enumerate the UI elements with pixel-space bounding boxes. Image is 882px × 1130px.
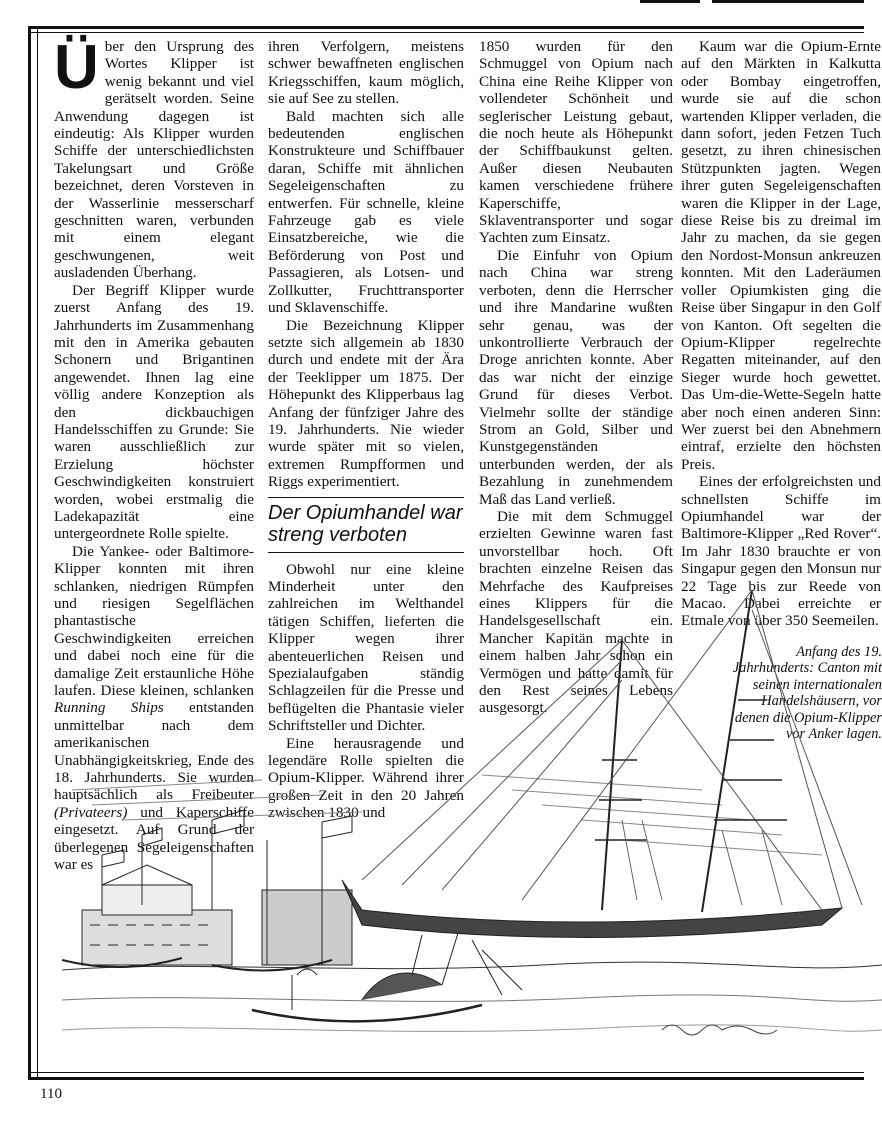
paragraph: 1850 wurden für den Schmuggel von Opium nach China eine Reihe Klipper von vollendeter Schönheit und seglerischer Leistung gebaut, die noch heute als Höhepunkt der Schiffbaukunst gelten. Außer diesen Neubauten kamen verschiedene frühere Kaperschiffe, Sklaventransporter und sogar Yachten zum Einsatz. (479, 38, 673, 247)
paragraph: Die mit dem Schmuggel erzielten Gewinne waren fast unvorstellbar hoch. Oft brachten einzelne Reisen das Mehrfache des Kaufpreises eines Klippers für die Handelsgesellschaft ein. Mancher Kapitän machte in einem halben Jahr schon ein Vermögen und hatte damit für den Rest seines Lebens ausgesorgt. (479, 507, 673, 717)
paragraph: Eine herausragende und legendäre Rolle spielten die Opium-Klipper. Während ihrer großen Zeit in den 20 Jahren zwischen 1830 und (268, 734, 464, 822)
frame-bottom-rule (28, 1077, 864, 1080)
article-column-3 (479, 38, 673, 717)
frame-top-rule-thin (28, 32, 864, 33)
frame-bottom-rule-thin (28, 1072, 864, 1073)
column-4-clip (681, 38, 881, 630)
image-caption: Anfang des 19. Jahrhunderts: Canton mit seinen internationalen Handelshäusern, vor denen die Opium-Klipper vor Anker lagen. (732, 644, 882, 743)
harbor-engraving-illustration (62, 760, 882, 1060)
top-edge-mark (712, 0, 864, 3)
frame-left-rule (28, 26, 38, 1079)
frame-top-rule (28, 26, 864, 29)
paragraph-text: ber den Ursprung des Wortes Klipper ist wenig bekannt und viel gerätselt worden. Seine Anwendung dagegen ist eindeutig: Als Klipper wurden Schiffe der unterschiedlichsten Takelungsart und Größe bezeichnet, deren Vorsteven in der Wasserlinie messerscharf geschnitten waren, verbunden mit einem elegant geschwungenen, weit ausladenden Überhang. (54, 38, 254, 282)
paragraph-text: Die Yankee- oder Baltimore-Klipper konnten mit ihren schlanken, niedrigen Rümpfen und riesigen Segelflächen phantastische Geschwindigkeiten erreichen und dabei noch eine für die damalige Zeit erstaunliche Höhe laufen. Diese kleinen, schlanken (54, 542, 254, 700)
drop-cap: Ü (54, 33, 99, 102)
term-running-ships: Running Ships (54, 699, 164, 717)
paragraph: Obwohl nur eine kleine Minderheit unter den zahlreichen im Welthandel tätigen Schiffen, lieferten die Klipper wegen ihrer abenteuerlichen Reisen und Spezialaufgaben ständig Schlagzeilen für die Presse und beflügelten die Phantasie vieler Schriftsteller und Dichter. (268, 560, 464, 735)
paragraph: Bald machten sich alle bedeutenden englischen Konstrukteure und Schiffbauer daran, Schiffe mit ähnlichen Segeleigenschaften zu entwerfen. Für schnelle, kleine Fahrzeuge gab es viele Einsatzbereiche, wie die Beförderung von Post und Passagieren, als Lotsen- und Zollkutter, Fruchttransporter und Sklavenschiffe. (268, 107, 464, 317)
paragraph: Der Begriff Klipper wurde zuerst Anfang des 19. Jahrhunderts im Zusammenhang mit den in Amerika gebauten Schonern und Brigantinen angewendet. Ihnen lag eine völlig andere Konzeption als den dickbauchigen Handelsschiffen zu Grunde: Sie waren ausschließlich zur Erzielung höchster Geschwindigkeiten konstruiert worden, wobei erstmalig die Ladekapazität eine untergeordnete Rolle spielte. (54, 281, 254, 543)
section-heading: Der Opiumhandel war streng verboten (268, 497, 464, 553)
article-column-1 (54, 33, 254, 874)
paragraph: Die Einfuhr von Opium nach China war streng verboten, denn die Herrscher und ihre Mandarine wußten sehr genau, was der unkontrollierte Verbrauch der Droge anrichten konnte. Aber das war nicht der einzige Grund für dieses Verbot. Vielmehr sollte der ständige Strom an Gold, Silber und Kunstgegenständen unterbunden werden, der als Bezahlung in zunehmendem Maß das Land verließ. (479, 246, 673, 508)
article-column-4 (681, 38, 881, 630)
paragraph-text: entstanden unmittelbar nach dem amerikanischen Unabhängigkeitskrieg, Ende des 18. Jahrhunderts. Sie wurden hauptsächlich als Freibeuter (54, 699, 254, 804)
paragraph: Eines der erfolgreichsten und schnellsten Schiffe im Opiumhandel war der Baltimore-Klipper „Red Rover“. Im Jahr 1830 brauchte er von Singapur gegen den Monsun nur 22 Tage bis zur Reede von Macao. Dabei erreichte er Etmale von über 350 Seemeilen. (681, 473, 881, 630)
term-privateers: (Privateers) (54, 803, 128, 821)
top-edge-mark (640, 0, 700, 3)
paragraph: ihren Verfolgern, meistens schwer bewaffneten englischen Kriegsschiffen, kaum möglich, sie auf See zu stellen. (268, 38, 464, 108)
article-column-2 (268, 38, 464, 822)
caption-clip (730, 644, 882, 760)
paragraph-text: und Kaperschiffe eingesetzt. Auf Grund der überlegenen Segeleigenschaften war es (54, 803, 254, 874)
page-number: 110 (40, 1086, 62, 1102)
paragraph: Die Bezeichnung Klipper setzte sich allgemein ab 1830 durch und endete mit der Ära der Teeklipper um 1875. Der Höhepunkt des Klipperbaus lag Anfang der fünfziger Jahre des 19. Jahrhunderts. Nie wieder wurde später mit so vielen, extremen Rumpfformen und Riggs experimentiert. (268, 316, 464, 491)
intro-paragraph (54, 33, 254, 282)
paragraph: Kaum war die Opium-Ernte auf den Märkten in Kalkutta oder Bombay eingetroffen, wurde sie auf die schon wartenden Klipper verladen, die dann sofort, jeden Fetzen Tuch gesetzt, zu ihren chinesischen Stützpunkten jagten. Wegen ihrer guten Segeleigenschaften waren die Klipper in der Lage, diese Reise bis zu dreimal im Jahr zu machen, da sie gegen den Nordost-Monsun ankreuzen konnten. Mit den Laderäumen voller Opiumkisten ging die Reise über Singapur in den Golf von Kanton. Oft segelten die Opium-Klipper regelrechte Regatten miteinander, auf den Sieger wurde hoch gewettet. Das Um-die-Wette-Segeln hatte aber noch einen anderen Sinn: Wer zuerst bei den Abnehmern eintraf, erzielte den höchsten Preis. (681, 38, 881, 473)
